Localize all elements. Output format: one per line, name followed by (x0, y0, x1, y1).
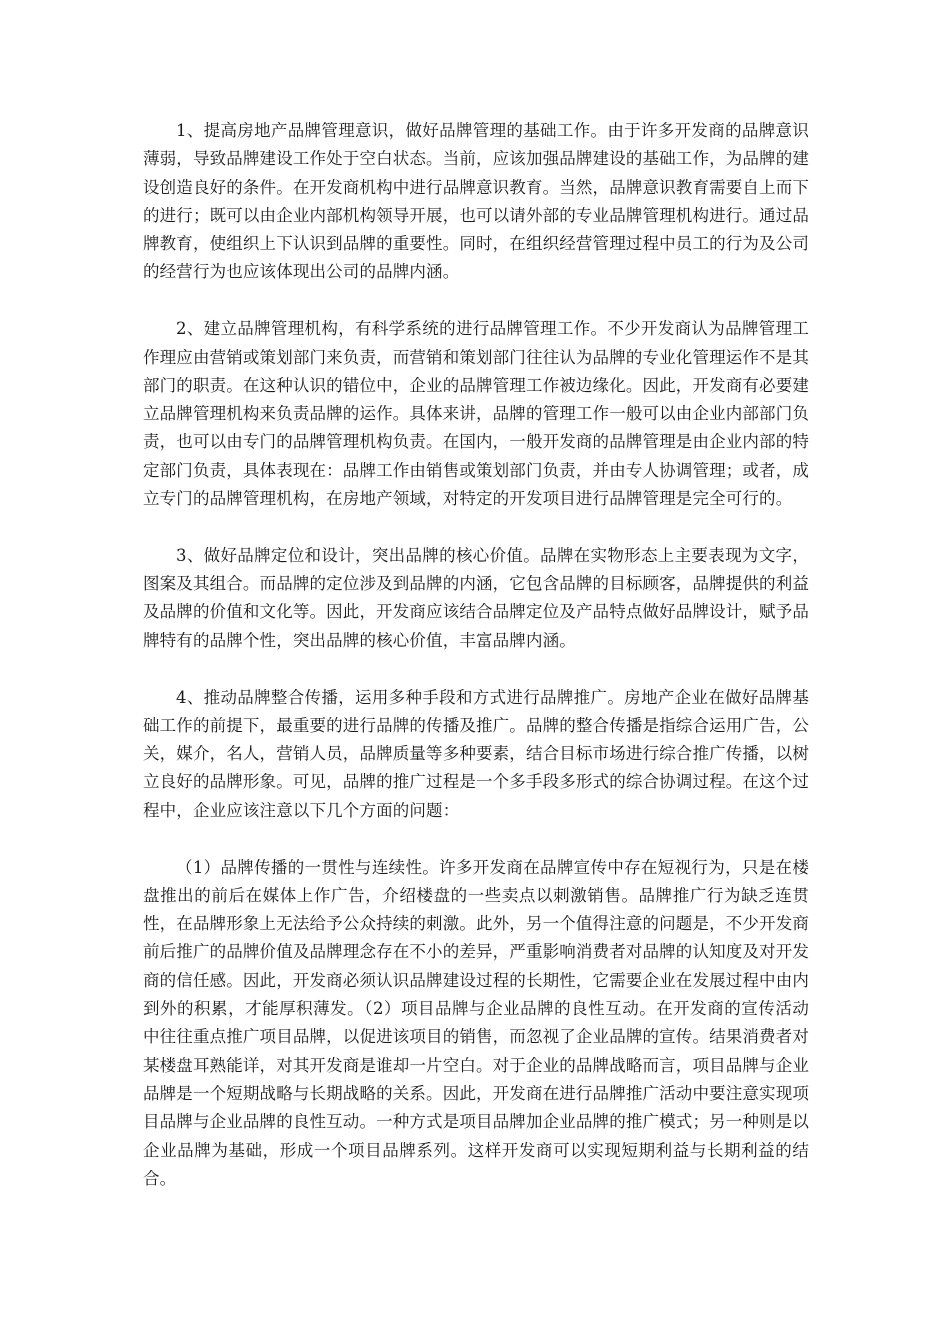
paragraph-4: 4、推动品牌整合传播，运用多种手段和方式进行品牌推广。房地产企业在做好品牌基础工作的前提下，最重要的进行品牌的传播及推广。品牌的整合传播是指综合运用广告，公关，媒介，名人，营销人员，品牌质量等多种要素，结合目标市场进行综合推广传播，以树立良好的品牌形象。可见，品牌的推广过程是一个多手段多形式的综合协调过程。在这个过程中，企业应该注意以下几个方面的问题： (143, 687, 809, 820)
paragraph-2: 2、建立品牌管理机构，有科学系统的进行品牌管理工作。不少开发商认为品牌管理工作理应由营销或策划部门来负责，而营销和策划部门往往认为品牌的专业化管理运作不是其部门的职责。在这种认识的错位中，企业的品牌管理工作被边缘化。因此，开发商有必要建立品牌管理机构来负责品牌的运作。具体来讲，品牌的管理工作一般可以由企业内部部门负责，也可以由专门的品牌管理机构负责。在国内，一般开发商的品牌管理是由企业内部的特定部门负责，具体表现在：品牌工作由销售或策划部门负责，并由专人协调管理；或者，成立专门的品牌管理机构，在房地产领域，对特定的开发项目进行品牌管理是完全可行的。 (143, 319, 809, 509)
document-body (143, 117, 809, 1193)
paragraph-3: 3、做好品牌定位和设计，突出品牌的核心价值。品牌在实物形态上主要表现为文字，图案及其组合。而品牌的定位涉及到品牌的内涵，它包含品牌的目标顾客，品牌提供的利益及品牌的价值和文化等。因此，开发商应该结合品牌定位及产品特点做好品牌设计，赋予品牌特有的品牌个性，突出品牌的核心价值，丰富品牌内涵。 (143, 545, 809, 650)
paragraph-1: 1、提高房地产品牌管理意识，做好品牌管理的基础工作。由于许多开发商的品牌意识薄弱，导致品牌建设工作处于空白状态。当前，应该加强品牌建设的基础工作，为品牌的建设创造良好的条件。在开发商机构中进行品牌意识教育。当然，品牌意识教育需要自上而下的进行；既可以由企业内部机构领导开展，也可以请外部的专业品牌管理机构进行。通过品牌教育，使组织上下认识到品牌的重要性。同时，在组织经营管理过程中员工的行为及公司的经营行为也应该体现出公司的品牌内涵。 (143, 121, 809, 282)
paragraph-5: （1）品牌传播的一贯性与连续性。许多开发商在品牌宣传中存在短视行为，只是在楼盘推出的前后在媒体上作广告，介绍楼盘的一些卖点以刺激销售。品牌推广行为缺乏连贯性，在品牌形象上无法给予公众持续的刺激。此外，另一个值得注意的问题是，不少开发商前后推广的品牌价值及品牌理念存在不小的差异，严重影响消费者对品牌的认知度及对开发商的信任感。因此，开发商必须认识品牌建设过程的长期性，它需要企业在发展过程中由内到外的积累，才能厚积薄发。（2）项目品牌与企业品牌的良性互动。在开发商的宣传活动中往往重点推广项目品牌，以促进该项目的销售，而忽视了企业品牌的宣传。结果消费者对某楼盘耳熟能详，对其开发商是谁却一片空白。对于企业的品牌战略而言，项目品牌与企业品牌是一个短期战略与长期战略的关系。因此，开发商在进行品牌推广活动中要注意实现项目品牌与企业品牌的良性互动。一种方式是项目品牌加企业品牌的推广模式；另一种则是以企业品牌为基础，形成一个项目品牌系列。这样开发商可以实现短期利益与长期利益的结合。 (143, 857, 809, 1188)
